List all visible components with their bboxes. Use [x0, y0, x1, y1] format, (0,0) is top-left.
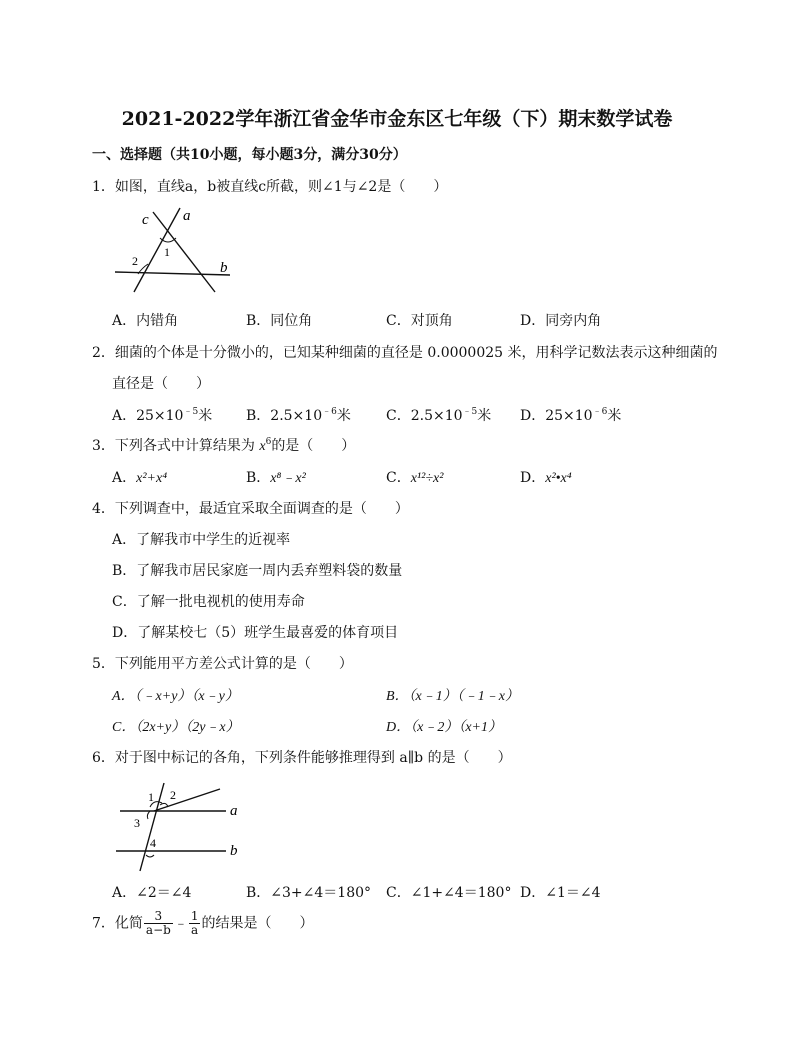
q3-option-a: A．x²+x⁴ — [112, 470, 168, 486]
q5-option-d: D．（x﹣2）（x+1） — [386, 720, 502, 735]
q2-option-c: C．$2.5\times 10^{﹣5}$米 — [386, 407, 492, 424]
question-7-text: 7．化简 $\frac{3}{a-b}$ ﹣ $\frac{1}{a}$ 的结果是（ ） — [92, 909, 314, 937]
exam-title: 2021-2022学年浙江省金华市金东区七年级（下）期末数学试卷 — [121, 108, 673, 130]
q3-option-b: B．x⁸﹣x² — [246, 470, 306, 486]
q5-option-a: A．（﹣x+y）（x﹣y） — [112, 689, 239, 704]
q1-option-d: D．同旁内角 — [520, 313, 602, 329]
question-6-figure — [110, 775, 250, 875]
question-2-text: 2．细菌的个体是十分微小的，已知某种细菌的直径是 0.0000025 米，用科学记数法表示这种细菌的 — [92, 345, 718, 361]
q6-option-b: B．∠3+∠4＝180° — [246, 885, 372, 901]
fig6-label-3: 3 — [134, 816, 140, 830]
q1-option-c: C．对顶角 — [386, 313, 453, 329]
fig1-label-1: 1 — [164, 245, 170, 259]
fig1-label-b: b — [220, 260, 228, 276]
q6-option-a: A．∠2＝∠4 — [112, 885, 192, 901]
fig6-label-2: 2 — [170, 788, 176, 802]
q3-option-c: C．x¹²÷x² — [386, 470, 444, 486]
q6-option-c: C．∠1+∠4＝180° — [386, 885, 512, 901]
q1-option-a: A．内错角 — [112, 313, 179, 329]
q1-option-b: B．同位角 — [246, 313, 313, 329]
fig6-label-4: 4 — [150, 836, 156, 850]
q5-option-b: B．（x﹣1）（﹣1﹣x） — [386, 689, 519, 704]
question-6-text: 6．对于图中标记的各角，下列条件能够推理得到 a∥b 的是（ ） — [92, 750, 512, 766]
q7-fraction-1: $\frac{3}{a-b}$ — [145, 909, 171, 937]
question-1-figure — [110, 202, 240, 297]
fig6-label-1: 1 — [148, 790, 154, 804]
q3-option-d: D．x²•x⁴ — [520, 470, 572, 486]
q2-option-d: D．$25\times 10^{﹣6}$米 — [520, 407, 622, 424]
question-4-text: 4．下列调查中，最适宜采取全面调查的是（ ） — [92, 501, 409, 517]
fig6-label-b: b — [230, 843, 238, 859]
q5-option-c: C．（2x+y）（2y﹣x） — [112, 720, 240, 735]
q6-option-d: D．∠1＝∠4 — [520, 885, 601, 901]
fig1-label-a: a — [183, 208, 191, 224]
question-1-text: 1．如图，直线a，b被直线c所截，则∠1与∠2是（ ） — [92, 179, 448, 195]
section-heading: 一、选择题（共10小题，每小题3分，满分30分） — [92, 147, 407, 163]
q7-fraction-2: $\frac{1}{a}$ — [190, 909, 199, 937]
q4-option-b: B．了解我市居民家庭一周内丢弃塑料袋的数量 — [112, 563, 403, 579]
q4-option-a: A．了解我市中学生的近视率 — [112, 532, 291, 548]
fig1-label-2: 2 — [132, 254, 138, 268]
question-5-text: 5．下列能用平方差公式计算的是（ ） — [92, 656, 353, 672]
fig6-label-a: a — [230, 803, 238, 819]
question-3-text: 3．下列各式中计算结果为 $x^6$的是（ ） — [92, 437, 356, 454]
fig1-label-c: c — [142, 212, 149, 228]
q2-option-a: A．$25\times 10^{﹣5}$米 — [112, 407, 213, 424]
q2-option-b: B．$2.5\times 10^{﹣6}$米 — [246, 407, 351, 424]
q4-option-d: D．了解某校七（5）班学生最喜爱的体育项目 — [112, 625, 399, 641]
q4-option-c: C．了解一批电视机的使用寿命 — [112, 594, 305, 610]
question-2-text-cont: 直径是（ ） — [112, 376, 210, 392]
